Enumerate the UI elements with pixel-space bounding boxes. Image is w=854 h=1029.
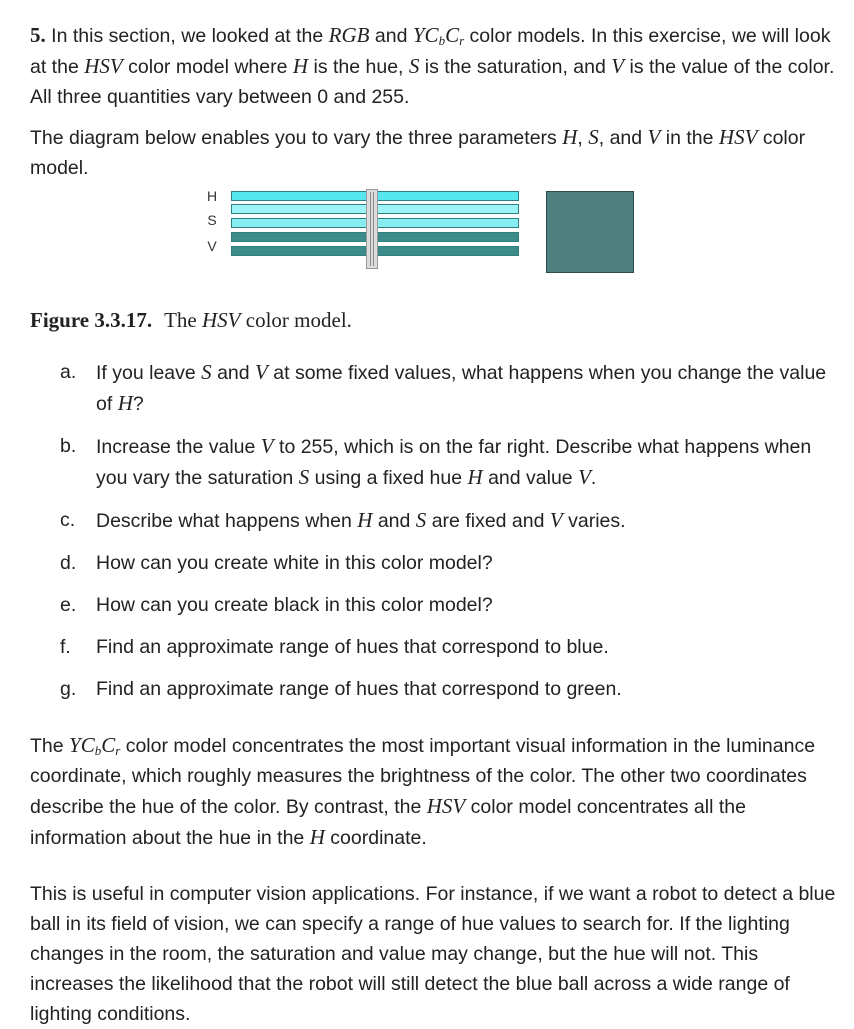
- v-label: V: [207, 238, 217, 254]
- question-list: [30, 357, 845, 704]
- text: is the value of the color. All three quantities vary between 0 and 255.: [30, 56, 835, 108]
- hsv-diagram: [30, 188, 845, 291]
- figure-caption: Figure 3.3.17. The HSV color model.: [30, 308, 352, 332]
- problem-number: 5.: [30, 23, 46, 47]
- color-preview-swatch: [546, 191, 634, 273]
- exercise-intro: [30, 20, 845, 112]
- question-f: f. Find an approximate range of hues that correspond to blue.: [60, 636, 609, 658]
- question-a: a. If you leave S and V at some fixed values, what happens when you change the value of H?: [60, 360, 827, 415]
- question-g: g. Find an approximate range of hues that correspond to green.: [60, 678, 622, 700]
- math: HSV: [84, 54, 123, 78]
- text: color model where: [122, 56, 293, 78]
- s-label: S: [207, 212, 217, 228]
- text: and: [369, 25, 413, 47]
- math-ycbcr: $YC_bC_r$: [412, 23, 465, 48]
- slider-handle[interactable]: [366, 189, 378, 269]
- math: V: [611, 54, 625, 78]
- diagram-intro: The diagram below enables you to vary the three parameters H, S, and V in the HSV color model.: [30, 125, 806, 179]
- text: In this section, we looked at the: [51, 25, 329, 47]
- figure-label: Figure 3.3.17.: [30, 308, 153, 332]
- math: RGB: [328, 23, 370, 47]
- question-e: e. How can you create black in this color model?: [60, 594, 493, 616]
- exercise: [30, 20, 845, 1029]
- math: H: [292, 54, 309, 78]
- question-b: b. Increase the value V to 255, which is on the far right. Describe what happens when you vary the saturation S using a fixed hue H and value V.: [60, 434, 812, 489]
- text: is the saturation, and: [419, 56, 612, 78]
- paragraph-ycbcr: The $YC_bC_r$ color model concentrates the most important visual information in the luminance coordinate, which roughly measures the brightness of the color. The other two coordinates describe the hue of the color. By contrast, the HSV color model concentrates all the information about the hue in the H coordinate.: [30, 733, 816, 849]
- paragraph-robot: This is useful in computer vision applications. For instance, if we want a robot to detect a blue ball in its field of vision, we can specify a range of hue values to search for. If the lighting changes in the room, the saturation and value may change, but the hue will not. This increases the likelihood that the robot will still detect the blue ball across a wide range of lighting conditions.: [30, 883, 836, 1025]
- h-label: H: [206, 188, 218, 204]
- text: is the hue,: [308, 56, 409, 78]
- question-d: d. How can you create white in this color model?: [60, 552, 493, 574]
- math: S: [408, 54, 420, 78]
- text: color models. In this exercise, we will look at the: [30, 25, 831, 78]
- question-c: c. Describe what happens when H and S are fixed and V varies.: [60, 508, 626, 532]
